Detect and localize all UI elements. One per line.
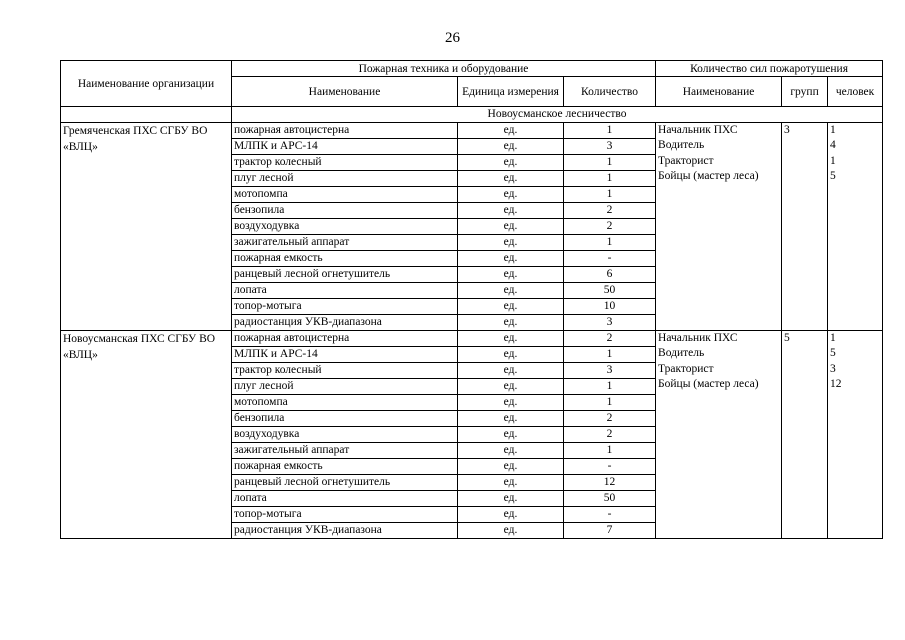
equipment-unit: ед. <box>458 283 564 299</box>
forces-role: Начальник ПХС <box>658 332 738 344</box>
equipment-quantity: 1 <box>564 155 656 171</box>
header-name: Наименование <box>232 77 458 107</box>
org-name: Гремяченская ПХС СГБУ ВО «ВЛЦ» <box>61 123 232 331</box>
equipment-unit: ед. <box>458 187 564 203</box>
forces-role: Тракторист <box>658 362 714 375</box>
equipment-unit: ед. <box>458 139 564 155</box>
equipment-unit: ед. <box>458 459 564 475</box>
header-forces-group: Количество сил пожаротушения <box>656 61 883 77</box>
equipment-name: МЛПК и АРС-14 <box>232 347 458 363</box>
equipment-unit: ед. <box>458 219 564 235</box>
equipment-quantity: 3 <box>564 363 656 379</box>
equipment-name: лопата <box>232 283 458 299</box>
equipment-quantity: 1 <box>564 235 656 251</box>
forces-people-count: 12 <box>830 377 842 390</box>
forces-role: Бойцы (мастер леса) <box>658 377 759 390</box>
equipment-name: зажигательный аппарат <box>232 443 458 459</box>
equipment-quantity: 2 <box>564 331 656 347</box>
equipment-name: бензопила <box>232 203 458 219</box>
equipment-unit: ед. <box>458 427 564 443</box>
equipment-quantity: 2 <box>564 427 656 443</box>
equipment-name: радиостанция УКВ-диапазона <box>232 523 458 539</box>
equipment-name: воздуходувка <box>232 427 458 443</box>
forces-people-count: 3 <box>830 362 836 375</box>
equipment-table <box>60 60 883 539</box>
forces-people-count: 4 <box>830 139 836 152</box>
equipment-unit: ед. <box>458 155 564 171</box>
equipment-quantity: 2 <box>564 411 656 427</box>
equipment-unit: ед. <box>458 315 564 331</box>
equipment-quantity: 1 <box>564 171 656 187</box>
equipment-name: ранцевый лесной огнетушитель <box>232 475 458 491</box>
equipment-name: МЛПК и АРС-14 <box>232 139 458 155</box>
equipment-quantity: 3 <box>564 139 656 155</box>
page-number: 26 <box>445 30 460 46</box>
equipment-name: бензопила <box>232 411 458 427</box>
header-org: Наименование организации <box>61 61 232 107</box>
forces-role: Бойцы (мастер леса) <box>658 169 759 182</box>
header-equipment-group: Пожарная техника и оборудование <box>232 61 656 77</box>
forces-roles <box>656 331 782 539</box>
org-name: Новоусманская ПХС СГБУ ВО «ВЛЦ» <box>61 331 232 539</box>
equipment-quantity: 2 <box>564 219 656 235</box>
table-row <box>61 331 883 347</box>
equipment-unit: ед. <box>458 491 564 507</box>
forces-people-count: 1 <box>830 332 836 344</box>
equipment-name: радиостанция УКВ-диапазона <box>232 315 458 331</box>
forces-role: Начальник ПХС <box>658 124 738 136</box>
equipment-unit: ед. <box>458 395 564 411</box>
forces-groups: 5 <box>782 331 828 539</box>
equipment-name: пожарная емкость <box>232 459 458 475</box>
equipment-quantity: 1 <box>564 379 656 395</box>
equipment-quantity: - <box>564 507 656 523</box>
section-empty-cell <box>61 107 232 123</box>
equipment-quantity: 1 <box>564 347 656 363</box>
equipment-name: трактор колесный <box>232 363 458 379</box>
equipment-unit: ед. <box>458 523 564 539</box>
equipment-unit: ед. <box>458 299 564 315</box>
equipment-quantity: 50 <box>564 283 656 299</box>
header-unit: Единица измерения <box>458 77 564 107</box>
equipment-unit: ед. <box>458 443 564 459</box>
equipment-quantity: 10 <box>564 299 656 315</box>
equipment-unit: ед. <box>458 347 564 363</box>
equipment-name: мотопомпа <box>232 395 458 411</box>
forces-people-count: 5 <box>830 169 836 182</box>
equipment-unit: ед. <box>458 171 564 187</box>
forces-people-count: 1 <box>830 124 836 136</box>
equipment-name: плуг лесной <box>232 171 458 187</box>
equipment-quantity: - <box>564 459 656 475</box>
equipment-name: топор-мотыга <box>232 507 458 523</box>
equipment-name: мотопомпа <box>232 187 458 203</box>
forces-role: Водитель <box>658 347 705 360</box>
header-groups: групп <box>782 77 828 107</box>
equipment-unit: ед. <box>458 251 564 267</box>
equipment-unit: ед. <box>458 267 564 283</box>
section-title: Новоусманское лесничество <box>232 107 883 123</box>
equipment-quantity: 2 <box>564 203 656 219</box>
forces-role: Водитель <box>658 139 705 152</box>
equipment-quantity: 1 <box>564 187 656 203</box>
equipment-unit: ед. <box>458 379 564 395</box>
equipment-quantity: 6 <box>564 267 656 283</box>
equipment-quantity: 3 <box>564 315 656 331</box>
equipment-quantity: 50 <box>564 491 656 507</box>
forces-people-count: 5 <box>830 347 836 360</box>
equipment-quantity: 7 <box>564 523 656 539</box>
equipment-unit: ед. <box>458 331 564 347</box>
header-people: человек <box>828 77 883 107</box>
forces-roles <box>656 123 782 331</box>
equipment-unit: ед. <box>458 507 564 523</box>
table-row <box>61 123 883 139</box>
equipment-name: плуг лесной <box>232 379 458 395</box>
forces-people <box>828 331 883 539</box>
header-quantity: Количество <box>564 77 656 107</box>
equipment-name: зажигательный аппарат <box>232 235 458 251</box>
equipment-quantity: - <box>564 251 656 267</box>
equipment-quantity: 12 <box>564 475 656 491</box>
equipment-quantity: 1 <box>564 443 656 459</box>
equipment-name: пожарная автоцистерна <box>232 331 458 347</box>
equipment-unit: ед. <box>458 363 564 379</box>
equipment-unit: ед. <box>458 411 564 427</box>
equipment-unit: ед. <box>458 235 564 251</box>
equipment-name: пожарная автоцистерна <box>232 123 458 139</box>
equipment-name: ранцевый лесной огнетушитель <box>232 267 458 283</box>
forces-people-count: 1 <box>830 154 836 167</box>
equipment-unit: ед. <box>458 123 564 139</box>
equipment-unit: ед. <box>458 475 564 491</box>
equipment-unit: ед. <box>458 203 564 219</box>
equipment-name: топор-мотыга <box>232 299 458 315</box>
forces-people <box>828 123 883 331</box>
forces-groups: 3 <box>782 123 828 331</box>
equipment-name: лопата <box>232 491 458 507</box>
equipment-name: трактор колесный <box>232 155 458 171</box>
equipment-quantity: 1 <box>564 395 656 411</box>
forces-role: Тракторист <box>658 154 714 167</box>
header-forces-name: Наименование <box>656 77 782 107</box>
equipment-name: пожарная емкость <box>232 251 458 267</box>
equipment-quantity: 1 <box>564 123 656 139</box>
equipment-name: воздуходувка <box>232 219 458 235</box>
